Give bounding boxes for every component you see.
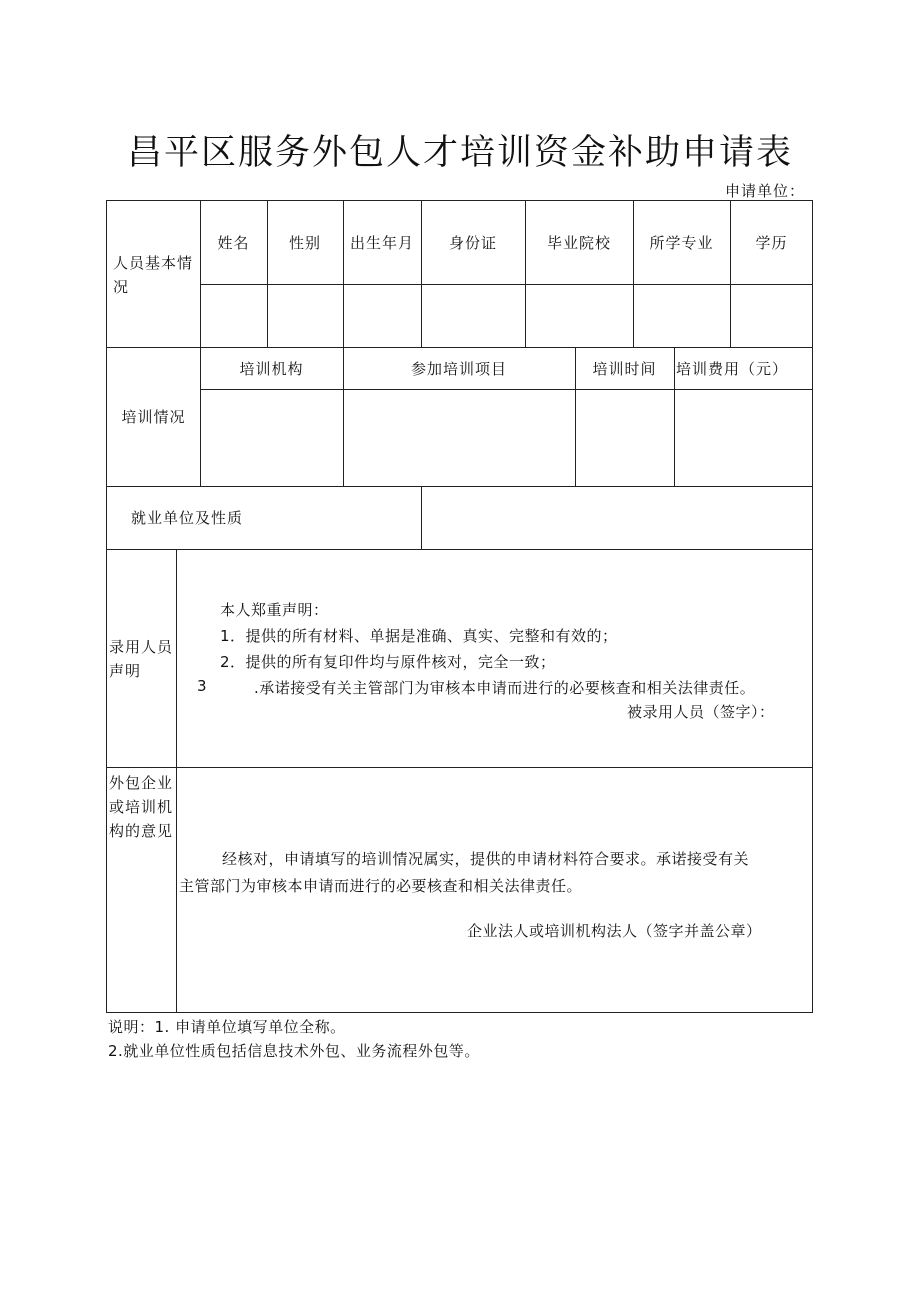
name-field[interactable] xyxy=(201,285,267,347)
gender-field[interactable] xyxy=(268,285,343,347)
declaration-item-3: .承诺接受有关主管部门为审核本申请而进行的必要核查和相关法律责任。 xyxy=(254,679,756,697)
col-id-card: 身份证 xyxy=(448,234,497,252)
education-field[interactable] xyxy=(731,285,813,347)
training-fee-field[interactable] xyxy=(675,390,813,486)
note-line-2: 2.就业单位性质包括信息技术外包、业务流程外包等。 xyxy=(108,1042,480,1060)
note-line-1: 说明：1. 申请单位填写单位全称。 xyxy=(108,1018,346,1036)
opinion-label: 外包企业或培训机构的意见 xyxy=(109,774,174,840)
declaration-item-1: 1．提供的所有材料、单据是准确、真实、完整和有效的； xyxy=(220,627,618,645)
col-birth-date: 出生年月 xyxy=(349,234,414,252)
opinion-line-1: 经核对，申请填写的培训情况属实，提供的申请材料符合要求。承诺接受有关 xyxy=(222,850,750,868)
opinion-signature: 企业法人或培训机构法人（签字并盖公章） xyxy=(467,922,762,940)
declaration-intro: 本人郑重声明： xyxy=(220,601,329,619)
col-school: 毕业院校 xyxy=(546,234,611,252)
application-form-table xyxy=(106,200,813,1013)
employment-label: 就业单位及性质 xyxy=(131,509,244,527)
employment-field[interactable] xyxy=(422,487,813,549)
col-training-project: 参加培训项目 xyxy=(410,359,507,378)
birth-date-field[interactable] xyxy=(344,285,421,347)
training-institution-field[interactable] xyxy=(201,390,343,486)
page-title: 昌平区服务外包人才培训资金补助申请表 xyxy=(126,133,793,173)
personnel-section-label: 人员基本情况 xyxy=(113,254,194,296)
col-training-institution: 培训机构 xyxy=(239,359,304,378)
id-card-field[interactable] xyxy=(422,285,525,347)
training-project-field[interactable] xyxy=(344,390,575,486)
training-section-label: 培训情况 xyxy=(121,408,186,426)
col-gender: 性别 xyxy=(288,234,321,252)
major-field[interactable] xyxy=(634,285,730,347)
col-name: 姓名 xyxy=(217,234,250,252)
declaration-signature: 被录用人员（签字）： xyxy=(627,703,775,721)
declaration-label: 录用人员声明 xyxy=(109,638,174,680)
declaration-item-3-number: 3 xyxy=(197,677,208,695)
declaration-item-2: 2．提供的所有复印件均与原件核对，完全一致； xyxy=(220,653,556,671)
col-major: 所学专业 xyxy=(649,234,714,252)
col-training-fee: 培训费用（元） xyxy=(676,359,789,378)
school-field[interactable] xyxy=(526,285,633,347)
col-education: 学历 xyxy=(755,234,788,252)
opinion-line-2: 主管部门为审核本申请而进行的必要核查和相关法律责任。 xyxy=(179,877,583,895)
training-time-field[interactable] xyxy=(576,390,674,486)
applicant-unit-label: 申请单位： xyxy=(725,182,806,200)
col-training-time: 培训时间 xyxy=(592,359,657,378)
